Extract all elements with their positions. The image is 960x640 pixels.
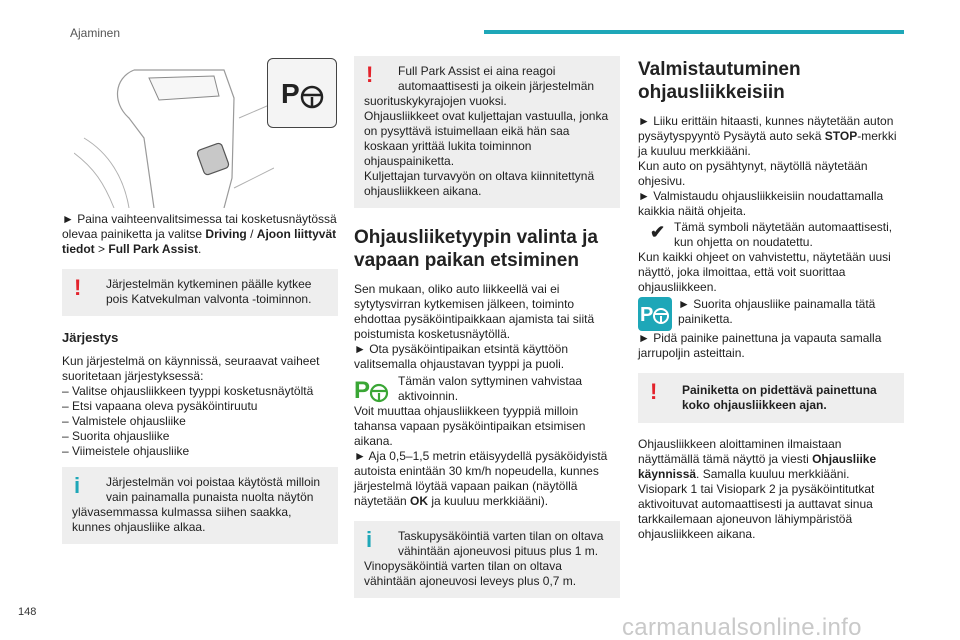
info-box-cancel: i Järjestelmän voi poistaa käytöstä milloin vain painamalla punaista nuolta näytön ylävasemmassa kulmassa siihen saakka, kunnes ohjausliike alkaa. <box>62 467 338 544</box>
svg-text:P: P <box>640 304 654 326</box>
warning-box-limits: ! Full Park Assist ei aina reagoi automaattisesti ja oikein järjestelmän suorituskykyrajojen vuoksi. Ohjausliikkeet ovat kuljettajan vastuulla, jonka on pysyttävä istuimellaan eikä hän saa koskaan yrittää lukita toiminnon ohjauspainiketta. Kuljettajan turvavyön on oltava kiinnitettynä ohjausliikkeen aikana. <box>354 56 620 208</box>
section-heading-sequence: Järjestys <box>62 330 119 345</box>
list-item: – Etsi vapaana oleva pysäköintiruutu <box>62 399 258 413</box>
paragraph-maneuver-start: Ohjausliikkeen aloittaminen ilmaistaan näyttämällä tämä näyttö ja viesti Ohjausliike käynnissä. Samalla kuuluu merkkiääni. <box>638 437 877 481</box>
park-assist-button-illustration <box>267 58 337 128</box>
paragraph-confirmed: Kun kaikki ohjeet on vahvistettu, näytetään uusi näyttö, joka ilmoittaa, että voit suorittaa ohjausliikkeen. <box>638 250 891 294</box>
check-line: ✔ Tämä symboli näytetään automaattisesti, kun ohjetta on noudatettu. <box>650 220 893 249</box>
list-item: – Valitse ohjausliikkeen tyyppi kosketusnäytöltä <box>62 384 314 398</box>
step-prepare: ► Valmistaudu ohjausliikkeisiin noudattamalla kaikkia näitä ohjeita. <box>638 189 884 218</box>
header-accent-bar <box>484 30 904 34</box>
step-open-menu: ► Paina vaihteenvalitsimessa tai kosketusnäytössä olevaa painiketta ja valitse Driving / Ajoon liittyvät tiedot > Full Park Assist. <box>62 212 337 256</box>
page-number: 148 <box>18 606 37 618</box>
column-3 <box>638 58 904 542</box>
list-item: – Suorita ohjausliike <box>62 429 170 443</box>
warning-box-hold: ! Painiketta on pidettävä painettuna koko ohjausliikkeen ajan. <box>638 373 904 423</box>
watermark: carmanualsonline.info <box>622 614 862 640</box>
park-assist-indicator-icon <box>354 374 390 410</box>
gear-selector-drawing <box>74 58 274 208</box>
column-1 <box>62 58 338 544</box>
list-item: – Viimeistele ohjausliike <box>62 444 190 458</box>
column-2 <box>354 56 620 598</box>
svg-text:P: P <box>354 377 371 404</box>
activation-indicator-line: P Tämän valon syttyminen vahvistaa aktivoinnin. <box>354 374 620 404</box>
step-hold-button: ► Pidä painike painettuna ja vapauta samalla jarrupoljin asteittain. <box>638 331 882 360</box>
info-icon: i <box>366 527 373 552</box>
park-assist-steering-icon <box>279 75 325 111</box>
info-box-space: i Taskupysäköintiä varten tilan on oltava vähintään ajoneuvosi pituus plus 1 m. Vinopysäköintiä varten tilan on oltava vähintään ajoneuvosi leveys plus 0,7 m. <box>354 521 620 598</box>
page-header-title: Ajaminen <box>70 26 121 40</box>
paragraph-stopped: Kun auto on pysähtynyt, näytöllä näytetään ohjesivu. <box>638 159 868 188</box>
section-heading-selection: Ohjausliiketyypin valinta ja vapaan paikan etsiminen <box>354 227 598 271</box>
paragraph-suggestion: Sen mukaan, oliko auto liikkeellä vai ei sytytysvirran kytkemisen jälkeen, toiminto ehdottaa pysäköintipaikkaan ajamista tai siitä poistumista kosketusnäytöllä. <box>354 282 595 341</box>
step-move-slowly: ► Liiku erittäin hitaasti, kunnes näytetään auton pysäytyspyyntö Pysäytä auto sekä STOP-merkki ja kuuluu merkkiääni. <box>638 114 897 158</box>
exclamation-icon: ! <box>74 275 82 300</box>
check-mark-icon: ✔ <box>650 222 666 242</box>
info-icon: i <box>74 473 81 498</box>
warning-box-blind-spot: ! Järjestelmän kytkeminen päälle kytkee pois Katvekulman valvonta -toiminnon. <box>62 269 338 316</box>
assist-button-line: P ► Suorita ohjausliike painamalla tätä painiketta. <box>638 297 904 331</box>
section-heading-preparation: Valmistautuminen ohjausliikkeisiin <box>638 59 801 103</box>
park-assist-icon-teal <box>638 297 672 331</box>
paragraph-change-type: Voit muuttaa ohjausliikkeen tyyppiä milloin tahansa vapaan pysäköintipaikan etsimisen aikana. <box>354 404 586 448</box>
exclamation-icon: ! <box>650 379 658 404</box>
paragraph-visiopark: Visiopark 1 tai Visiopark 2 ja pysäköintitutkat aktivoituvat automaattisesti ja auttavat sinua tarkkailemaan ajoneuvon lähiympäristöä ohjausliikkeen aikana. <box>638 482 875 541</box>
sequence-intro: Kun järjestelmä on käynnissä, seuraavat vaiheet suoritetaan järjestyksessä: <box>62 354 320 383</box>
gear-selector-illustration <box>74 58 340 208</box>
step-drive-slowly: ► Aja 0,5–1,5 metrin etäisyydellä pysäköidyistä autoista enintään 30 km/h nopeudella, kunnes järjestelmä löytää vapaan paikan (näytöllä näytetään OK ja kuuluu merkkiääni). <box>354 449 608 508</box>
sequence-list <box>62 384 338 459</box>
exclamation-icon: ! <box>366 62 374 87</box>
list-item: – Valmistele ohjausliike <box>62 414 186 428</box>
svg-text:P: P <box>281 78 300 109</box>
step-activate-search: ► Ota pysäköintipaikan etsintä käyttöön valitsemalla ohjaustavan tyyppi ja puoli. <box>354 342 568 371</box>
